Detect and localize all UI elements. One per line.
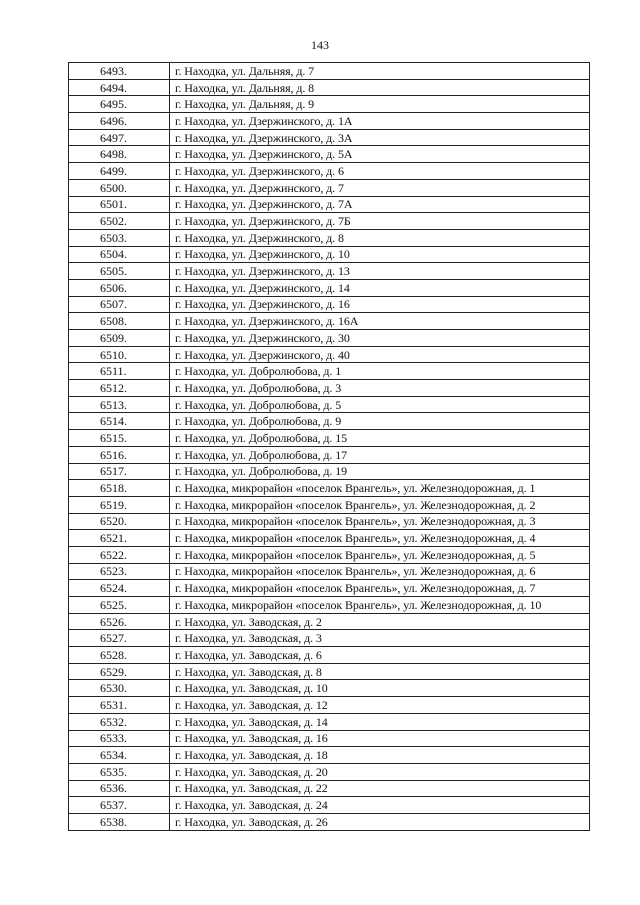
- table-row: [69, 263, 590, 280]
- table-row: [69, 780, 590, 797]
- table-row: [69, 813, 590, 830]
- row-number-cell: 6496.: [69, 113, 170, 130]
- table-row: [69, 530, 590, 547]
- table-row: [69, 179, 590, 196]
- table-row: [69, 296, 590, 313]
- table-row: [69, 279, 590, 296]
- address-cell: г. Находка, ул. Дальняя, д. 9: [170, 96, 590, 113]
- table-row: [69, 229, 590, 246]
- address-cell: г. Находка, ул. Добролюбова, д. 3: [170, 380, 590, 397]
- address-cell: г. Находка, ул. Дзержинского, д. 1А: [170, 113, 590, 130]
- table-row: [69, 480, 590, 497]
- table-row: [69, 363, 590, 380]
- table-row: [69, 129, 590, 146]
- address-cell: г. Находка, ул. Дзержинского, д. 5А: [170, 146, 590, 163]
- table-row: [69, 413, 590, 430]
- table-row: [69, 79, 590, 96]
- row-number-cell: 6512.: [69, 380, 170, 397]
- address-cell: г. Находка, ул. Заводская, д. 26: [170, 813, 590, 830]
- address-cell: г. Находка, ул. Дзержинского, д. 30: [170, 330, 590, 347]
- table-row: [69, 597, 590, 614]
- row-number-cell: 6508.: [69, 313, 170, 330]
- table-row: [69, 713, 590, 730]
- table-row: [69, 330, 590, 347]
- row-number-cell: 6531.: [69, 697, 170, 714]
- row-number-cell: 6505.: [69, 263, 170, 280]
- row-number-cell: 6533.: [69, 730, 170, 747]
- row-number-cell: 6518.: [69, 480, 170, 497]
- row-number-cell: 6511.: [69, 363, 170, 380]
- address-cell: г. Находка, ул. Заводская, д. 18: [170, 747, 590, 764]
- table-row: [69, 380, 590, 397]
- row-number-cell: 6506.: [69, 279, 170, 296]
- address-cell: г. Находка, ул. Дзержинского, д. 16: [170, 296, 590, 313]
- address-cell: г. Находка, ул. Добролюбова, д. 5: [170, 396, 590, 413]
- address-cell: г. Находка, микрорайон «поселок Врангель», ул. Железнодорожная, д. 1: [170, 480, 590, 497]
- address-cell: г. Находка, ул. Заводская, д. 10: [170, 680, 590, 697]
- table-row: [69, 580, 590, 597]
- row-number-cell: 6510.: [69, 346, 170, 363]
- address-cell: г. Находка, ул. Дальняя, д. 8: [170, 79, 590, 96]
- row-number-cell: 6500.: [69, 179, 170, 196]
- row-number-cell: 6494.: [69, 79, 170, 96]
- row-number-cell: 6504.: [69, 246, 170, 263]
- row-number-cell: 6516.: [69, 446, 170, 463]
- address-cell: г. Находка, ул. Дзержинского, д. 13: [170, 263, 590, 280]
- address-cell: г. Находка, ул. Заводская, д. 22: [170, 780, 590, 797]
- row-number-cell: 6517.: [69, 463, 170, 480]
- table-row: [69, 697, 590, 714]
- row-number-cell: 6528.: [69, 647, 170, 664]
- row-number-cell: 6514.: [69, 413, 170, 430]
- row-number-cell: 6537.: [69, 797, 170, 814]
- address-cell: г. Находка, микрорайон «поселок Врангель», ул. Железнодорожная, д. 2: [170, 496, 590, 513]
- address-cell: г. Находка, микрорайон «поселок Врангель», ул. Железнодорожная, д. 4: [170, 530, 590, 547]
- row-number-cell: 6523.: [69, 563, 170, 580]
- table-row: [69, 246, 590, 263]
- table-row: [69, 496, 590, 513]
- row-number-cell: 6519.: [69, 496, 170, 513]
- address-cell: г. Находка, ул. Заводская, д. 3: [170, 630, 590, 647]
- address-table: [68, 62, 590, 831]
- table-row: [69, 630, 590, 647]
- row-number-cell: 6503.: [69, 229, 170, 246]
- row-number-cell: 6498.: [69, 146, 170, 163]
- table-row: [69, 146, 590, 163]
- address-cell: г. Находка, ул. Дальняя, д. 7: [170, 63, 590, 80]
- row-number-cell: 6525.: [69, 597, 170, 614]
- address-cell: г. Находка, ул. Дзержинского, д. 6: [170, 163, 590, 180]
- row-number-cell: 6515.: [69, 430, 170, 447]
- address-cell: г. Находка, ул. Добролюбова, д. 1: [170, 363, 590, 380]
- row-number-cell: 6529.: [69, 663, 170, 680]
- address-cell: г. Находка, ул. Заводская, д. 14: [170, 713, 590, 730]
- table-row: [69, 196, 590, 213]
- table-row: [69, 163, 590, 180]
- address-cell: г. Находка, микрорайон «поселок Врангель», ул. Железнодорожная, д. 5: [170, 546, 590, 563]
- address-cell: г. Находка, ул. Заводская, д. 16: [170, 730, 590, 747]
- row-number-cell: 6536.: [69, 780, 170, 797]
- address-cell: г. Находка, ул. Добролюбова, д. 9: [170, 413, 590, 430]
- row-number-cell: 6520.: [69, 513, 170, 530]
- address-cell: г. Находка, микрорайон «поселок Врангель», ул. Железнодорожная, д. 7: [170, 580, 590, 597]
- table-row: [69, 546, 590, 563]
- row-number-cell: 6507.: [69, 296, 170, 313]
- table-row: [69, 430, 590, 447]
- table-row: [69, 346, 590, 363]
- row-number-cell: 6513.: [69, 396, 170, 413]
- address-cell: г. Находка, ул. Добролюбова, д. 17: [170, 446, 590, 463]
- row-number-cell: 6495.: [69, 96, 170, 113]
- row-number-cell: 6509.: [69, 330, 170, 347]
- table-row: [69, 63, 590, 80]
- address-cell: г. Находка, ул. Дзержинского, д. 40: [170, 346, 590, 363]
- address-cell: г. Находка, ул. Дзержинского, д. 14: [170, 279, 590, 296]
- row-number-cell: 6526.: [69, 613, 170, 630]
- table-row: [69, 680, 590, 697]
- row-number-cell: 6493.: [69, 63, 170, 80]
- address-cell: г. Находка, ул. Добролюбова, д. 15: [170, 430, 590, 447]
- table-row: [69, 663, 590, 680]
- row-number-cell: 6530.: [69, 680, 170, 697]
- row-number-cell: 6521.: [69, 530, 170, 547]
- table-row: [69, 647, 590, 664]
- row-number-cell: 6497.: [69, 129, 170, 146]
- row-number-cell: 6535.: [69, 763, 170, 780]
- table-row: [69, 96, 590, 113]
- address-cell: г. Находка, микрорайон «поселок Врангель», ул. Железнодорожная, д. 3: [170, 513, 590, 530]
- address-cell: г. Находка, ул. Дзержинского, д. 7: [170, 179, 590, 196]
- table-row: [69, 113, 590, 130]
- address-cell: г. Находка, ул. Дзержинского, д. 7А: [170, 196, 590, 213]
- table-row: [69, 730, 590, 747]
- table-row: [69, 763, 590, 780]
- address-table-body: [69, 63, 590, 831]
- address-cell: г. Находка, ул. Дзержинского, д. 16А: [170, 313, 590, 330]
- address-cell: г. Находка, ул. Заводская, д. 12: [170, 697, 590, 714]
- row-number-cell: 6524.: [69, 580, 170, 597]
- row-number-cell: 6532.: [69, 713, 170, 730]
- address-cell: г. Находка, ул. Дзержинского, д. 7Б: [170, 213, 590, 230]
- address-cell: г. Находка, ул. Заводская, д. 24: [170, 797, 590, 814]
- address-cell: г. Находка, ул. Дзержинского, д. 10: [170, 246, 590, 263]
- row-number-cell: 6534.: [69, 747, 170, 764]
- row-number-cell: 6538.: [69, 813, 170, 830]
- row-number-cell: 6501.: [69, 196, 170, 213]
- address-cell: г. Находка, ул. Заводская, д. 20: [170, 763, 590, 780]
- table-row: [69, 396, 590, 413]
- address-cell: г. Находка, микрорайон «поселок Врангель», ул. Железнодорожная, д. 10: [170, 597, 590, 614]
- table-row: [69, 747, 590, 764]
- address-cell: г. Находка, ул. Дзержинского, д. 8: [170, 229, 590, 246]
- address-cell: г. Находка, ул. Заводская, д. 2: [170, 613, 590, 630]
- table-row: [69, 563, 590, 580]
- page-number: 143: [311, 38, 329, 52]
- address-cell: г. Находка, микрорайон «поселок Врангель», ул. Железнодорожная, д. 6: [170, 563, 590, 580]
- table-row: [69, 213, 590, 230]
- table-row: [69, 313, 590, 330]
- row-number-cell: 6527.: [69, 630, 170, 647]
- table-row: [69, 463, 590, 480]
- address-cell: г. Находка, ул. Добролюбова, д. 19: [170, 463, 590, 480]
- address-cell: г. Находка, ул. Дзержинского, д. 3А: [170, 129, 590, 146]
- address-cell: г. Находка, ул. Заводская, д. 6: [170, 647, 590, 664]
- table-row: [69, 513, 590, 530]
- table-row: [69, 446, 590, 463]
- address-cell: г. Находка, ул. Заводская, д. 8: [170, 663, 590, 680]
- table-row: [69, 613, 590, 630]
- row-number-cell: 6502.: [69, 213, 170, 230]
- row-number-cell: 6499.: [69, 163, 170, 180]
- table-row: [69, 797, 590, 814]
- row-number-cell: 6522.: [69, 546, 170, 563]
